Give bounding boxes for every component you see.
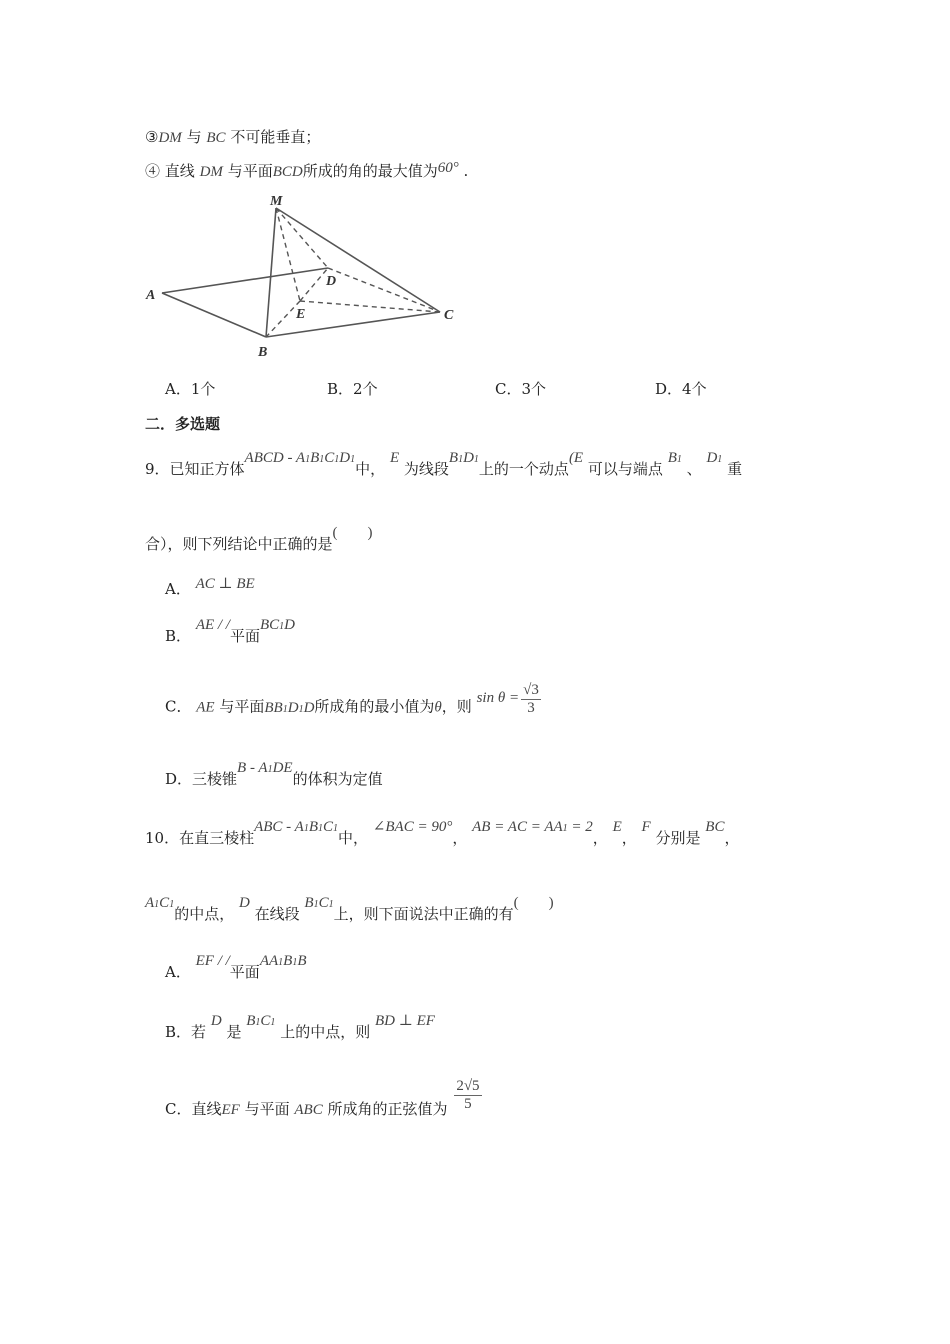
pyramid-figure [140,188,480,368]
q10-stem-line1 [145,819,740,848]
sub: 1 [305,454,311,465]
math: 60° [437,160,459,176]
m: C [318,895,329,911]
m: B [308,819,318,835]
q8-option-b[interactable]: B．2个 [327,380,378,398]
option-label: B．若 [165,1023,207,1041]
q9-option-d[interactable] [165,760,383,789]
label-B: B [258,345,268,360]
m: D [287,699,299,716]
math: BC [705,819,725,835]
text: 是 [226,1023,242,1041]
statement-4 [145,160,468,181]
math: AC ⊥ BE [195,576,255,592]
sub: 1 [333,823,338,834]
math [246,1013,275,1029]
text: 分别是 [655,829,701,847]
math [668,450,682,466]
text: 在线段 [254,905,300,923]
answer-paren: ( ) [332,525,373,541]
m: D [463,450,474,466]
q8-option-d[interactable]: D．4个 [655,380,707,398]
math: sin θ = [476,689,520,706]
denominator: 3 [527,700,535,716]
text: 上，则下面说法中正确的有 [333,905,514,923]
math [260,617,295,633]
m: B [283,953,293,969]
math: D [238,895,250,911]
sub: 1 [334,454,340,465]
math: E [612,819,622,835]
label-M: M [270,194,283,209]
q9-stem-line1 [145,450,743,479]
math [304,895,333,911]
m: A [145,895,155,911]
text: 为线段 [403,460,449,478]
m: ABCD - A [244,450,306,466]
sub: 1 [267,764,273,775]
m: BC [260,617,280,633]
text: 合），则下列结论中正确的是 [145,535,333,553]
sub: 1 [328,899,334,910]
math [245,450,356,466]
edge-AB [162,293,266,337]
math [237,760,293,776]
q9-option-a[interactable] [165,578,255,599]
edge-BC [266,312,440,337]
numerator: √3 [523,682,539,698]
text: 平面 [229,963,260,981]
math [260,953,307,969]
sub: 1 [313,899,319,910]
statement-marker: ④ [145,162,161,180]
m: B [448,450,459,466]
q10-option-c[interactable] [165,1078,482,1118]
sub: 1 [319,454,325,465]
math: ABC [294,1101,323,1118]
sub: 1 [282,703,288,715]
text: . [463,162,469,180]
sub: 1 [676,454,682,465]
math: BC [206,130,226,146]
edge-EC [300,301,440,312]
m: B [304,895,314,911]
math: BCD [272,164,303,180]
sub: 1 [169,899,175,910]
q8-option-a[interactable]: A．1个 [165,380,216,398]
edge-ED [300,268,328,301]
edge-MC [276,208,440,312]
text: 所成角的正弦值为 [327,1099,448,1118]
m: BB [264,699,283,716]
text: 平面 [229,627,260,645]
text: 中， [338,829,369,847]
sub: 1 [278,957,284,968]
text: 、 [686,460,702,478]
m: AA [259,953,279,969]
math: EF / / [195,953,230,969]
math: (E [568,450,584,466]
label-D: D [326,274,337,289]
section-header: 二．多选题 [145,415,221,433]
m: C [324,450,335,466]
text: 10．在直三棱柱 [145,829,255,847]
sub: 1 [270,1017,276,1028]
m: D [303,699,315,716]
m: B - A [237,760,268,776]
math: EF [221,1101,240,1118]
text: ， [452,829,468,847]
text: 9．已知正方体 [145,460,245,478]
label-A: A [146,288,156,303]
math [264,700,314,716]
sub: 1 [303,823,309,834]
math [449,450,479,466]
text: ，则 [441,697,472,716]
text: ， [724,829,740,847]
m: B [310,450,320,466]
edge-AD [162,268,328,293]
option-label: D．三棱锥 [165,770,238,788]
edge-MB [266,208,276,337]
sub: 1 [473,454,479,465]
sub: 1 [350,454,356,465]
m: B [667,450,677,466]
math: AE [196,699,215,716]
option-label: A． [165,963,191,981]
q10-option-a[interactable] [165,953,307,982]
text: 上的中点，则 [280,1023,371,1041]
option-label: B． [165,627,192,645]
sub: 1 [279,621,285,632]
math: AE / / [195,617,230,633]
answer-paren: ( ) [513,895,554,911]
text: 所成角的最小值为 [314,697,435,716]
math: DM [158,130,182,146]
sub: 1 [298,703,304,715]
m: C [322,819,333,835]
m: D [284,617,296,633]
label-E: E [296,307,306,322]
math: DM [199,164,223,180]
text: 的中点， [174,905,235,923]
math [145,895,174,911]
option-label: A． [165,580,191,598]
fraction [454,1078,481,1113]
sub: 1 [717,454,723,465]
text: 与平面 [227,162,273,180]
text: 重 [727,460,743,478]
q9-option-c[interactable] [165,682,541,725]
text: ， [592,829,608,847]
text: 直线 [164,162,195,180]
sub: 1 [317,823,323,834]
edge-EB [266,301,300,337]
sub: 1 [458,454,464,465]
sub: 1 [292,957,298,968]
m: D [706,450,718,466]
fraction [521,682,541,717]
m: DE [272,760,293,776]
m: AB = AC = AA [472,819,563,835]
m: C [260,1013,271,1029]
sub: 1 [255,1017,261,1028]
statement-marker: ③ [145,128,159,146]
text: 与平面 [219,697,265,716]
q8-option-c[interactable]: C．3个 [495,380,547,398]
m: ABC - A [254,819,304,835]
m: C [159,895,170,911]
math: F [641,819,651,835]
numerator: 2√5 [456,1078,480,1094]
statement-3 [145,126,320,147]
q9-option-b[interactable] [165,617,296,646]
text: 与 [186,128,202,146]
math: E [389,450,400,466]
m: B [297,953,307,969]
option-label: C． [165,697,192,716]
math [254,819,338,835]
text: 中， [355,460,386,478]
q10-stem-line2 [145,895,554,924]
math: ∠BAC = 90° [372,819,453,835]
math: D [210,1013,222,1029]
text: 的体积为定值 [292,770,383,788]
text: 与平面 [244,1099,290,1118]
label-C: C [444,308,454,323]
option-label: C．直线 [165,1099,222,1118]
text: 不可能垂直； [230,128,321,146]
sub: 1 [562,823,568,834]
m: = 2 [567,819,593,835]
m: B [246,1013,256,1029]
m: D [339,450,351,466]
text: 上的一个动点 [478,460,569,478]
text: ， [621,829,637,847]
math: θ [434,699,442,716]
math [706,450,722,466]
math [472,819,593,835]
denominator: 5 [464,1096,472,1112]
text: 可以与端点 [587,460,663,478]
text: 所成的角的最大值为 [302,162,438,180]
sub: 1 [154,899,160,910]
q10-option-b[interactable] [165,1013,435,1042]
edge-DC [328,268,440,312]
math: BD ⊥ EF [375,1013,435,1029]
q9-stem-line2 [145,525,373,554]
